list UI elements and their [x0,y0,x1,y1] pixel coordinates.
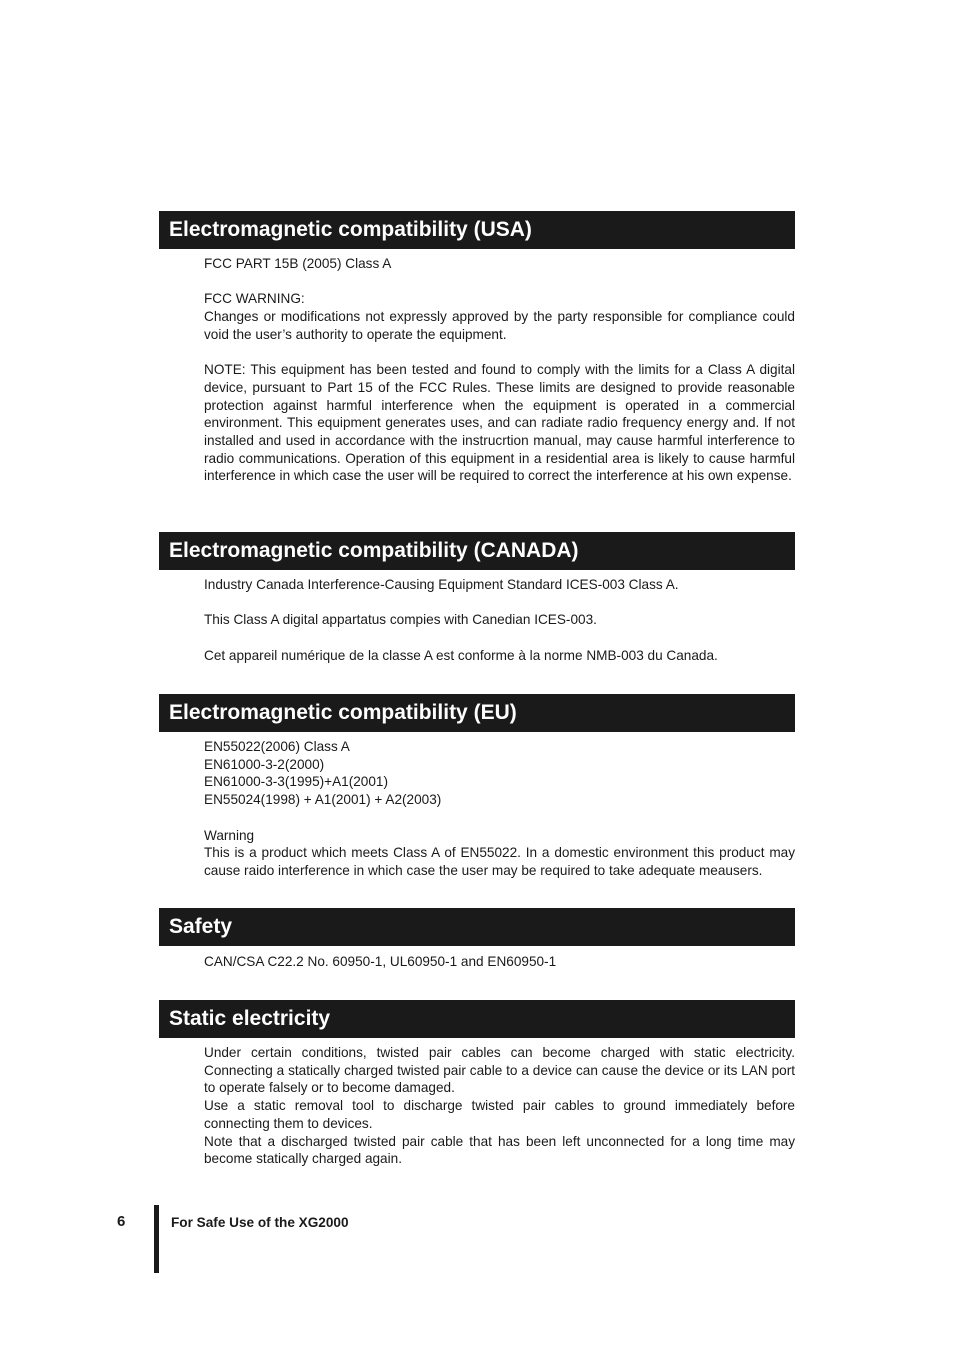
section-header-eu: Electromagnetic compatibility (EU) [159,694,795,732]
section-body-usa [204,255,795,485]
warning-text: This is a product which meets Class A of EN55022. In a domestic environment this product may cause raido interference in which case the user may be required to take adequate meausers. [204,845,795,878]
standard-item: EN61000-3-2(2000) [204,756,325,772]
standard-item: EN55024(1998) + A1(2001) + A2(2003) [204,792,442,808]
warning-label: Warning [204,827,255,843]
section-header-safety: Safety [159,908,795,946]
fcc-warning-text: Changes or modifications not expressly approved by the party responsible for compliance could void the user’s authority to operate the equipment. [204,309,795,342]
paragraph: NOTE: This equipment has been tested and found to comply with the limits for a Class A digital device, pursuant to Part 15 of the FCC Rules. These limits are designed to provide reasonable protection against harmful interference when the equipment is operated in a commercial environment. This equipment generates uses, and can radiate radio frequency energy and. If not installed and used in accordance with the instrucrtion manual, may cause harmful interference to radio communications. Operation of this equipment in a residential area is likely to cause harmful interference in which case the user will be required to correct the interference at his own expense. [204,362,795,484]
paragraph: Under certain conditions, twisted pair cables can become charged with static electricity. Connecting a statically charged twisted pair cable to a device can cause the device or its LAN port to operate falsely or to become damaged. [204,1045,795,1096]
footer-title: For Safe Use of the XG2000 [171,1215,349,1230]
paragraph: This Class A digital appartatus compies with Canedian ICES-003. [204,612,597,628]
paragraph: Note that a discharged twisted pair cable that has been left unconnected for a long time may become statically charged again. [204,1133,795,1167]
section-header-static: Static electricity [159,1000,795,1038]
section-body-canada [204,576,795,664]
section-body-eu [204,738,795,880]
paragraph: Cet appareil numérique de la classe A est conforme à la norme NMB-003 du Canada. [204,647,718,663]
fcc-warning-label: FCC WARNING: [204,291,305,307]
section-body-safety [204,953,795,971]
paragraph [204,827,795,880]
standard-item: EN61000-3-3(1995)+A1(2001) [204,774,389,790]
section-body-static [204,1044,795,1168]
standards-list [204,738,795,809]
section-header-usa: Electromagnetic compatibility (USA) [159,211,795,249]
paragraph: FCC PART 15B (2005) Class A [204,256,392,271]
footer-divider [154,1205,159,1273]
paragraph [204,290,795,343]
paragraph: Industry Canada Interference-Causing Equipment Standard ICES-003 Class A. [204,577,679,592]
paragraph: CAN/CSA C22.2 No. 60950-1, UL60950-1 and EN60950-1 [204,954,557,969]
section-header-canada: Electromagnetic compatibility (CANADA) [159,532,795,570]
paragraph: Use a static removal tool to discharge twisted pair cables to ground immediately before connecting them to devices. [204,1098,795,1131]
page-number: 6 [117,1213,126,1230]
standard-item: EN55022(2006) Class A [204,739,350,754]
